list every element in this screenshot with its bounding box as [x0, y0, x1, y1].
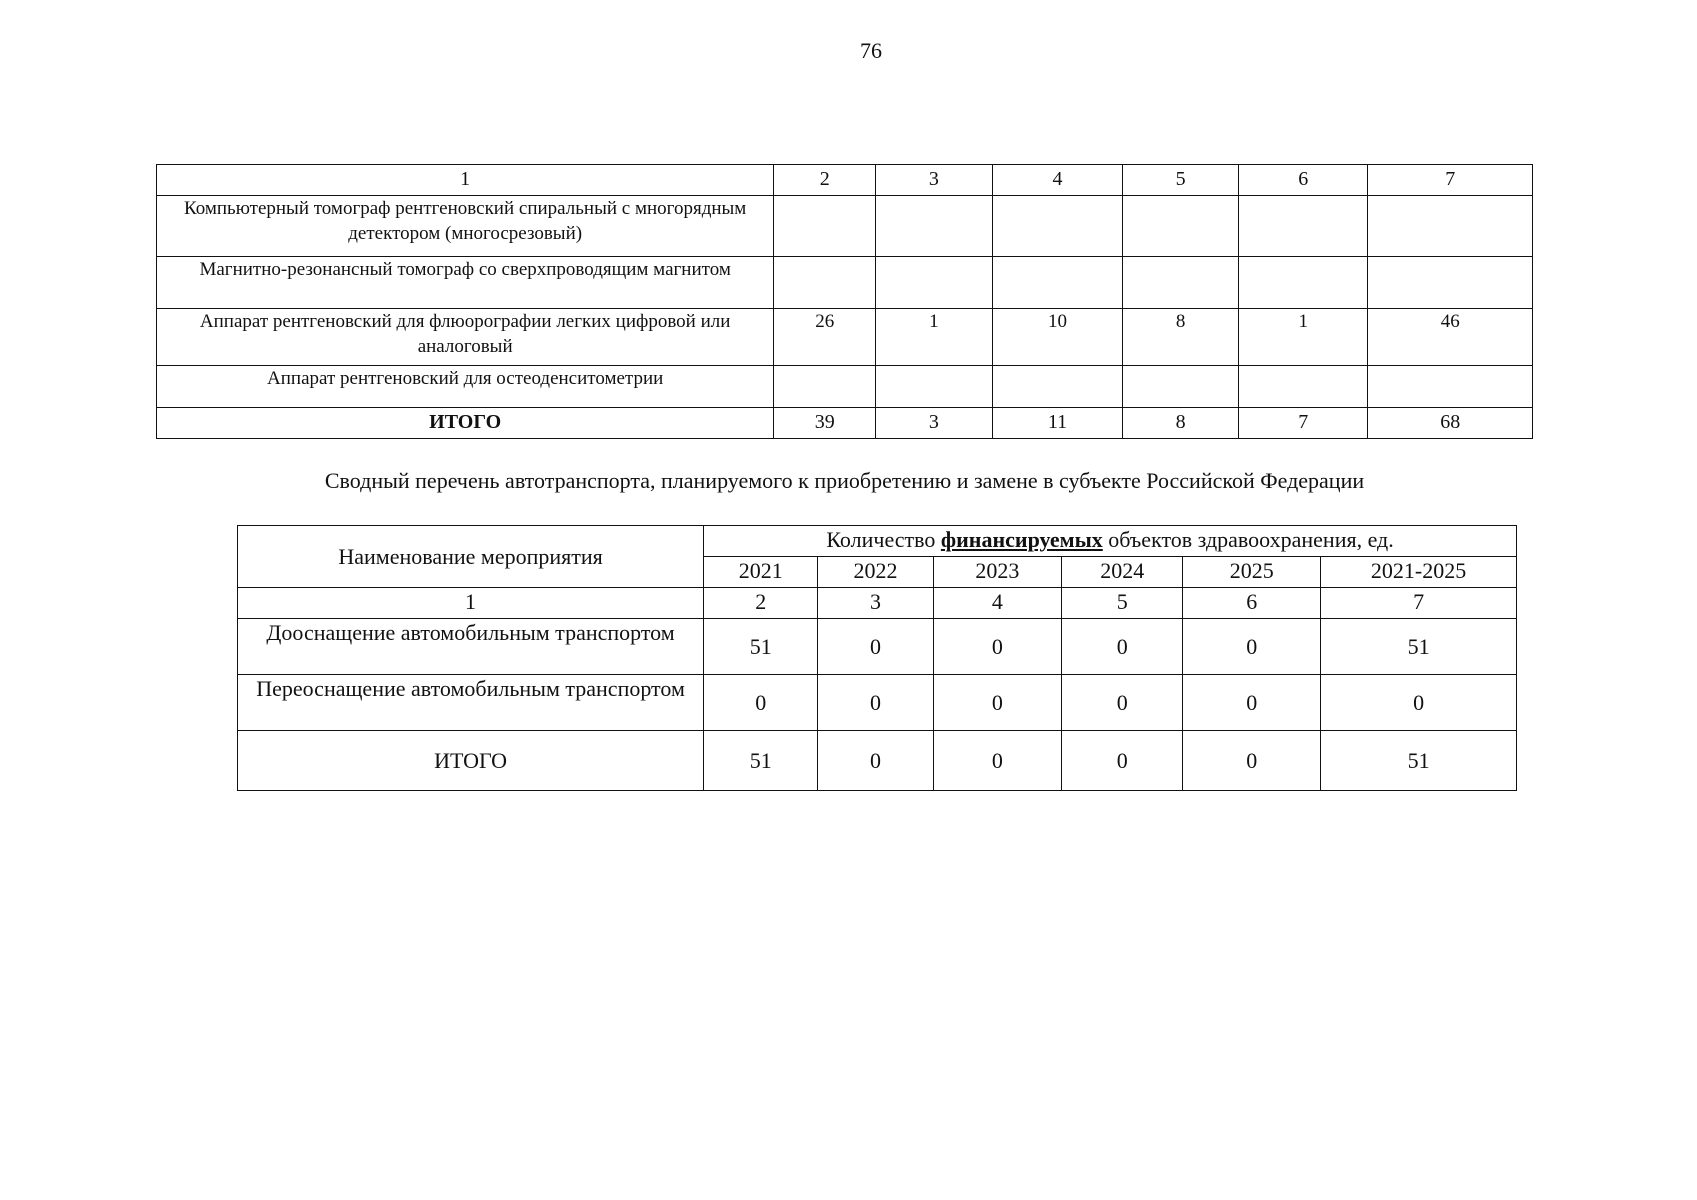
row-name: Аппарат рентгеновский для флюорографии легких цифровой или аналоговый — [157, 309, 774, 366]
cell-value: 0 — [1183, 619, 1321, 675]
table-row — [157, 309, 1533, 366]
cell-value — [1368, 196, 1533, 257]
row-name: Дооснащение автомобильным транспортом — [238, 619, 704, 675]
total-value: 3 — [876, 408, 993, 439]
total-value: 0 — [818, 731, 933, 791]
total-value: 11 — [992, 408, 1123, 439]
year-header: 2021 — [704, 557, 818, 588]
name-header: Наименование мероприятия — [238, 526, 704, 588]
table-row — [157, 257, 1533, 309]
cell-value: 0 — [1321, 675, 1517, 731]
group-header — [704, 526, 1517, 557]
cell-value — [876, 196, 993, 257]
cell-value — [1368, 366, 1533, 408]
year-header: 2025 — [1183, 557, 1321, 588]
year-header: 2023 — [933, 557, 1062, 588]
table-total-row — [238, 731, 1517, 791]
total-value: 51 — [704, 731, 818, 791]
group-header-before: Количество — [826, 527, 941, 552]
cell-value: 51 — [704, 619, 818, 675]
cell-value — [876, 366, 993, 408]
table-row — [157, 196, 1533, 257]
cell-value: 1 — [1238, 309, 1368, 366]
year-header: 2022 — [818, 557, 933, 588]
cell-value: 46 — [1368, 309, 1533, 366]
column-number: 3 — [818, 588, 933, 619]
transport-caption: Сводный перечень автотранспорта, планируемого к приобретению и замене в субъекте Российской Федерации — [324, 468, 1365, 493]
column-number: 7 — [1368, 165, 1533, 196]
cell-value — [992, 257, 1123, 309]
cell-value: 0 — [1062, 675, 1183, 731]
column-number: 4 — [933, 588, 1062, 619]
table-total-row — [157, 408, 1533, 439]
group-header-after: объектов здравоохранения, ед. — [1102, 527, 1394, 552]
transport-table — [237, 525, 1517, 791]
cell-value — [1238, 257, 1368, 309]
cell-value — [1123, 257, 1239, 309]
column-number: 5 — [1062, 588, 1183, 619]
column-number: 1 — [238, 588, 704, 619]
total-value: 68 — [1368, 408, 1533, 439]
total-value: 51 — [1321, 731, 1517, 791]
row-name: Аппарат рентгеновский для остеоденситометрии — [157, 366, 774, 408]
column-number: 6 — [1238, 165, 1368, 196]
row-name: Компьютерный томограф рентгеновский спиральный с многорядным детектором (многосрезовый) — [157, 196, 774, 257]
cell-value: 0 — [704, 675, 818, 731]
column-number: 1 — [157, 165, 774, 196]
cell-value: 0 — [933, 675, 1062, 731]
cell-value — [1368, 257, 1533, 309]
column-numbers-row — [238, 588, 1517, 619]
cell-value — [1238, 196, 1368, 257]
equipment-table — [156, 164, 1533, 439]
group-header-emphasis: финансируемых — [940, 527, 1103, 552]
cell-value: 0 — [1183, 675, 1321, 731]
year-header: 2024 — [1062, 557, 1183, 588]
total-value: 0 — [933, 731, 1062, 791]
cell-value — [992, 366, 1123, 408]
cell-value — [1123, 366, 1239, 408]
cell-value: 0 — [1062, 619, 1183, 675]
row-name: Магнитно-резонансный томограф со сверхпроводящим магнитом — [157, 257, 774, 309]
total-value: 39 — [774, 408, 876, 439]
total-value: 8 — [1123, 408, 1239, 439]
cell-value: 0 — [818, 675, 933, 731]
cell-value — [774, 366, 876, 408]
cell-value — [1238, 366, 1368, 408]
cell-value — [774, 196, 876, 257]
column-number: 3 — [876, 165, 993, 196]
cell-value: 26 — [774, 309, 876, 366]
cell-value: 51 — [1321, 619, 1517, 675]
column-number: 5 — [1123, 165, 1239, 196]
cell-value: 10 — [992, 309, 1123, 366]
year-header: 2021-2025 — [1321, 557, 1517, 588]
column-number: 7 — [1321, 588, 1517, 619]
table-row — [238, 619, 1517, 675]
total-value: 0 — [1062, 731, 1183, 791]
table-header-row — [157, 165, 1533, 196]
table-row — [157, 366, 1533, 408]
column-number: 2 — [704, 588, 818, 619]
column-number: 2 — [774, 165, 876, 196]
cell-value: 8 — [1123, 309, 1239, 366]
cell-value — [1123, 196, 1239, 257]
total-label: ИТОГО — [157, 408, 774, 439]
table-row — [238, 675, 1517, 731]
table-header-row — [238, 526, 1517, 557]
cell-value: 1 — [876, 309, 993, 366]
row-name: Переоснащение автомобильным транспортом — [238, 675, 704, 731]
total-value: 7 — [1238, 408, 1368, 439]
total-label: ИТОГО — [238, 731, 704, 791]
cell-value — [876, 257, 993, 309]
cell-value: 0 — [818, 619, 933, 675]
total-value: 0 — [1183, 731, 1321, 791]
column-number: 6 — [1183, 588, 1321, 619]
cell-value — [992, 196, 1123, 257]
cell-value: 0 — [933, 619, 1062, 675]
column-number: 4 — [992, 165, 1123, 196]
cell-value — [774, 257, 876, 309]
page-number: 76 — [860, 38, 882, 63]
